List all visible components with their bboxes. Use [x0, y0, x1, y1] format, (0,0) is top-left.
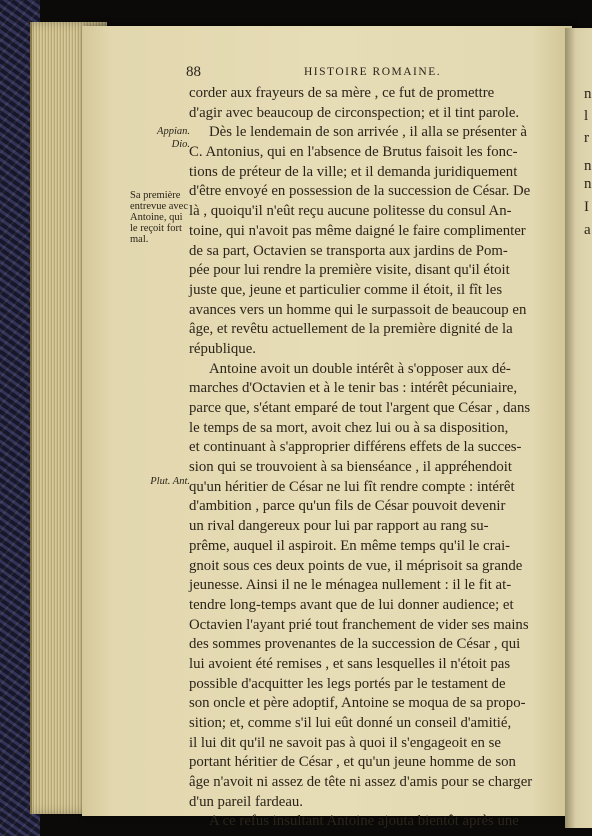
margin-note-plut: Plut. Ant. [150, 476, 190, 487]
text-line: sition; et, comme s'il lui eût donné un conseil d'amitié, [189, 715, 512, 731]
facing-page-char: n [584, 158, 592, 174]
text-line: juste que, jeune et particulier comme il étoit, il fît les [189, 281, 503, 298]
text-line: tendre long-temps avant que de lui donner audience; et [189, 596, 514, 613]
text-line: d'un pareil fardeau. [189, 793, 303, 810]
text-line: le temps de sa mort, avoit chez lui ou à sa disposition, [189, 419, 509, 436]
text-line: âge n'avoit ni assez de tête ni assez d'amis pour se charger [189, 774, 533, 791]
text-line: Antoine avoit un double intérêt à s'opposer aux dé- [209, 360, 511, 377]
text-line: son oncle et père adoptif, Antoine se moqua de sa propo- [189, 695, 526, 712]
margin-note-line: mal. [130, 234, 149, 245]
text-line: prême, auquel il aspiroit. En même temps qu'il le crai- [189, 537, 511, 554]
text-line: parce que, s'étant emparé de tout l'argent que César , dans [189, 400, 531, 416]
text-line: toine, qui n'avoit pas même daigné le faire complimenter [189, 222, 526, 239]
facing-page-char: I [584, 199, 589, 215]
facing-page-char: a [584, 222, 591, 238]
facing-page-char: n [584, 176, 592, 192]
text-line: Dès le lendemain de son arrivée , il alla se présenter à [209, 124, 527, 141]
text-line: d'agir avec beaucoup de circonspection; et il tint parole. [189, 104, 520, 121]
text-line: possible d'acquitter les legs portés par le testament de [189, 675, 506, 692]
text-line: tions de préteur de la ville; et il demanda juridiquement [189, 163, 518, 180]
text-line: d'ambition , parce qu'un fils de César pouvoit devenir [189, 498, 506, 515]
text-line: république. [189, 340, 256, 357]
facing-page-edge [565, 28, 592, 828]
body-text [189, 84, 550, 832]
text-line: pée pour lui rendre la première visite, disant qu'il étoit [189, 262, 510, 279]
text-line: portant héritier de César , et qu'un jeune homme de son [189, 754, 516, 771]
page-header [186, 64, 552, 82]
text-line: des sommes provenantes de la succession de César , qui [189, 636, 521, 653]
text-line: sion qui se trouvoient à sa bienséance , il appréhendoit [189, 459, 512, 476]
margin-note-line: entrevue avec [130, 201, 189, 212]
text-line: qu'un héritier de César ne lui fît rendre compte : intérêt [189, 478, 515, 495]
text-line: avances vers un homme qui le surpassoit de beaucoup en [189, 301, 527, 318]
margin-note-summary [130, 190, 192, 245]
text-line: de sa part, Octavien se transporta aux jardins de Pom- [189, 242, 508, 259]
text-line: marches d'Octavien et à le tenir bas : intérêt pécuniaire, [189, 380, 518, 397]
text-line: Octavien l'ayant prié tout franchement de vider ses mains [189, 616, 529, 633]
running-head: HISTOIRE ROMAINE. [304, 66, 442, 78]
page-number: 88 [186, 64, 201, 80]
text-line: jeunesse. Ainsi il ne le ménagea nullement : il le fit at- [189, 577, 512, 594]
facing-page-char: l [584, 108, 589, 124]
text-line: gnoit sous ces deux points de vue, il méprisoit sa grande [189, 557, 523, 574]
text-line: A ce refus insultant Antoine ajouta bientôt après une [209, 813, 519, 830]
margin-note-line: Sa première [130, 190, 181, 201]
facing-page-char: r [584, 130, 589, 146]
text-line: C. Antonius, qui en l'absence de Brutus faisoit les fonc- [189, 144, 518, 161]
text-line: là , quoiqu'il n'eût reçu aucune politesse du consul An- [189, 203, 512, 220]
margin-note-line: Antoine, qui [130, 212, 183, 223]
margin-note-appian: Appian. [157, 126, 190, 137]
text-line: corder aux frayeurs de sa mère , ce fut de promettre [189, 85, 495, 101]
text-line: et continuant à s'approprier différens effets de la succes- [189, 439, 522, 456]
margin-note-line: le reçoit fort [130, 223, 182, 234]
text-line: il lui dit qu'il ne savoit pas à quoi il s'engageoit en se [189, 734, 501, 751]
text-line: un rival dangereux pour lui par rapport au rang su- [189, 518, 489, 535]
margin-note-dio: Dio. [171, 139, 190, 150]
text-line: d'être envoyé en possession de la succession de César. De [189, 183, 531, 200]
text-line: lui avoient été remises , et sans lesquelles il n'étoit pas [189, 655, 511, 672]
text-line: âge, et revêtu actuellement de la première dignité de la [189, 321, 513, 338]
facing-page-char: n [584, 86, 592, 102]
